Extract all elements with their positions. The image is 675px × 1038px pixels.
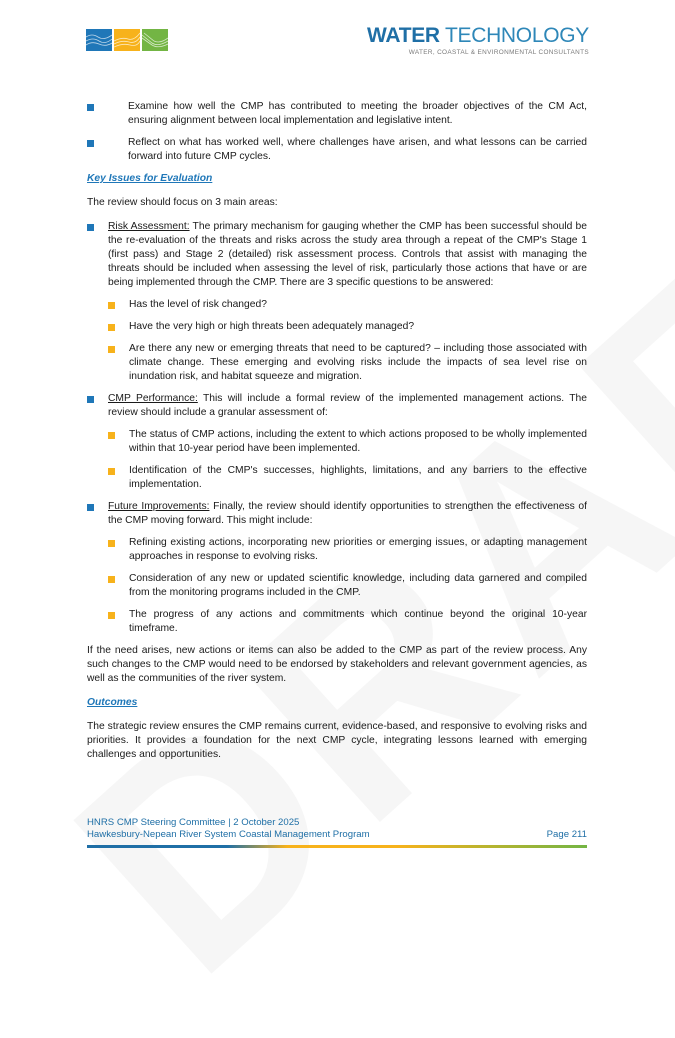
sub-list-item: Consideration of any new or updated scientific knowledge, including data garnered and compiled from the monitoring programs included in the CMP. bbox=[108, 572, 587, 600]
list-item-risk-assessment: Risk Assessment: The primary mechanism for gauging whether the CMP has been successful should be the re-evaluation of the threats and risks across the study area through a repeat of the CMP's Stage 1 (first pass) and Stage 2 (detailed) risk assessment process. Controls that assist with managing the threats should be included when assessing the level of risk, particularly those actions that have or are being implemented through the CMP. There are 3 specific questions to be answered: Has the level of risk changed? Have the very high or high threats been adequately managed? Are there any new or emerging threats that need to be captured? – including those associated with climate change. These emerging and evolving risks include the impacts of sea level rise on inundation risk, and habitat squeeze and migration. bbox=[87, 220, 587, 384]
brand-logo bbox=[367, 25, 589, 56]
item-label: Risk Assessment: bbox=[108, 221, 190, 232]
list-item-future-improvements: Future Improvements: Finally, the review should identify opportunities to strengthen the effectiveness of the CMP moving forward. This might include: Refining existing actions, incorporating new priorities or emerging issues, or adapting management approaches in response to evolving risks. Consideration of any new or updated scientific knowledge, including data garnered and compiled from the monitoring programs included in the CMP. The progress of any actions and commitments which continue beyond the original 10-year timeframe. bbox=[87, 500, 587, 636]
page-footer bbox=[87, 817, 587, 841]
list-item: Reflect on what has worked well, where challenges have arisen, and what lessons can be carried forward into future CMP cycles. bbox=[87, 136, 587, 164]
paragraph: If the need arises, new actions or items can also be added to the CMP as part of the review process. Any such changes to the CMP would need to be endorsed by stakeholders and relevant government agencies, as well as the communities of the river system. bbox=[87, 645, 587, 684]
list-item-cmp-performance: CMP Performance: This will include a formal review of the implemented management actions. The review should include a granular assessment of: The status of CMP actions, including the extent to which actions proposed to be wholly implemented within that 10-year period have been implemented. Identification of the CMP's successes, highlights, limitations, and any barriers to the effective implementation. bbox=[87, 392, 587, 492]
sub-list-item: The progress of any actions and commitments which continue beyond the original 10-year timeframe. bbox=[108, 608, 587, 636]
key-areas-list bbox=[87, 220, 587, 636]
document-body bbox=[87, 100, 587, 772]
item-label: Future Improvements: bbox=[108, 501, 210, 512]
section-heading-key-issues: Key Issues for Evaluation bbox=[87, 173, 213, 184]
green-wave-tile-icon bbox=[142, 29, 168, 51]
paragraph: The strategic review ensures the CMP remains current, evidence-based, and responsive to evolving risks and priorities. It provides a foundation for the next CMP cycle, integrating lessons learned with emerging challenges and opportunities. bbox=[87, 721, 587, 760]
sub-list-item: Are there any new or emerging threats that need to be captured? – including those associated with climate change. These emerging and evolving risks include the impacts of sea level rise on inundation risk, and habitat squeeze and migration. bbox=[108, 342, 587, 384]
sub-list-item: The status of CMP actions, including the extent to which actions proposed to be wholly implemented within that 10-year period have been implemented. bbox=[108, 428, 587, 456]
paragraph: The review should focus on 3 main areas: bbox=[87, 197, 278, 208]
sub-list-item: Have the very high or high threats been adequately managed? bbox=[108, 320, 587, 334]
sub-list-item: Identification of the CMP's successes, highlights, limitations, and any barriers to the effective implementation. bbox=[108, 464, 587, 492]
yellow-wave-tile-icon bbox=[114, 29, 140, 51]
footer-line-1: HNRS CMP Steering Committee | 2 October 2025 bbox=[87, 817, 300, 828]
sub-bullet-list bbox=[108, 428, 587, 492]
sub-list-item: Has the level of risk changed? bbox=[108, 298, 587, 312]
item-label: CMP Performance: bbox=[108, 393, 198, 404]
brand-tagline: WATER, COASTAL & ENVIRONMENTAL CONSULTANTS bbox=[408, 49, 589, 56]
sub-bullet-list bbox=[108, 298, 587, 384]
sub-list-item: Refining existing actions, incorporating new priorities or emerging issues, or adapting management approaches in response to evolving risks. bbox=[108, 536, 587, 564]
section-heading-outcomes: Outcomes bbox=[87, 697, 138, 708]
brand-name: WATER TECHNOLOGY bbox=[367, 24, 589, 47]
footer-line-2: Hawkesbury-Nepean River System Coastal Management Program bbox=[87, 829, 370, 840]
sub-bullet-list bbox=[108, 536, 587, 636]
page-number: Page 211 bbox=[546, 829, 587, 840]
blue-wave-tile-icon bbox=[86, 29, 112, 51]
footer-color-bar bbox=[87, 845, 587, 848]
company-logo-icon bbox=[86, 29, 168, 51]
list-item: Examine how well the CMP has contributed to meeting the broader objectives of the CM Act, ensuring alignment between local implementation and legislative intent. bbox=[87, 100, 587, 128]
intro-bullet-list bbox=[87, 100, 587, 164]
